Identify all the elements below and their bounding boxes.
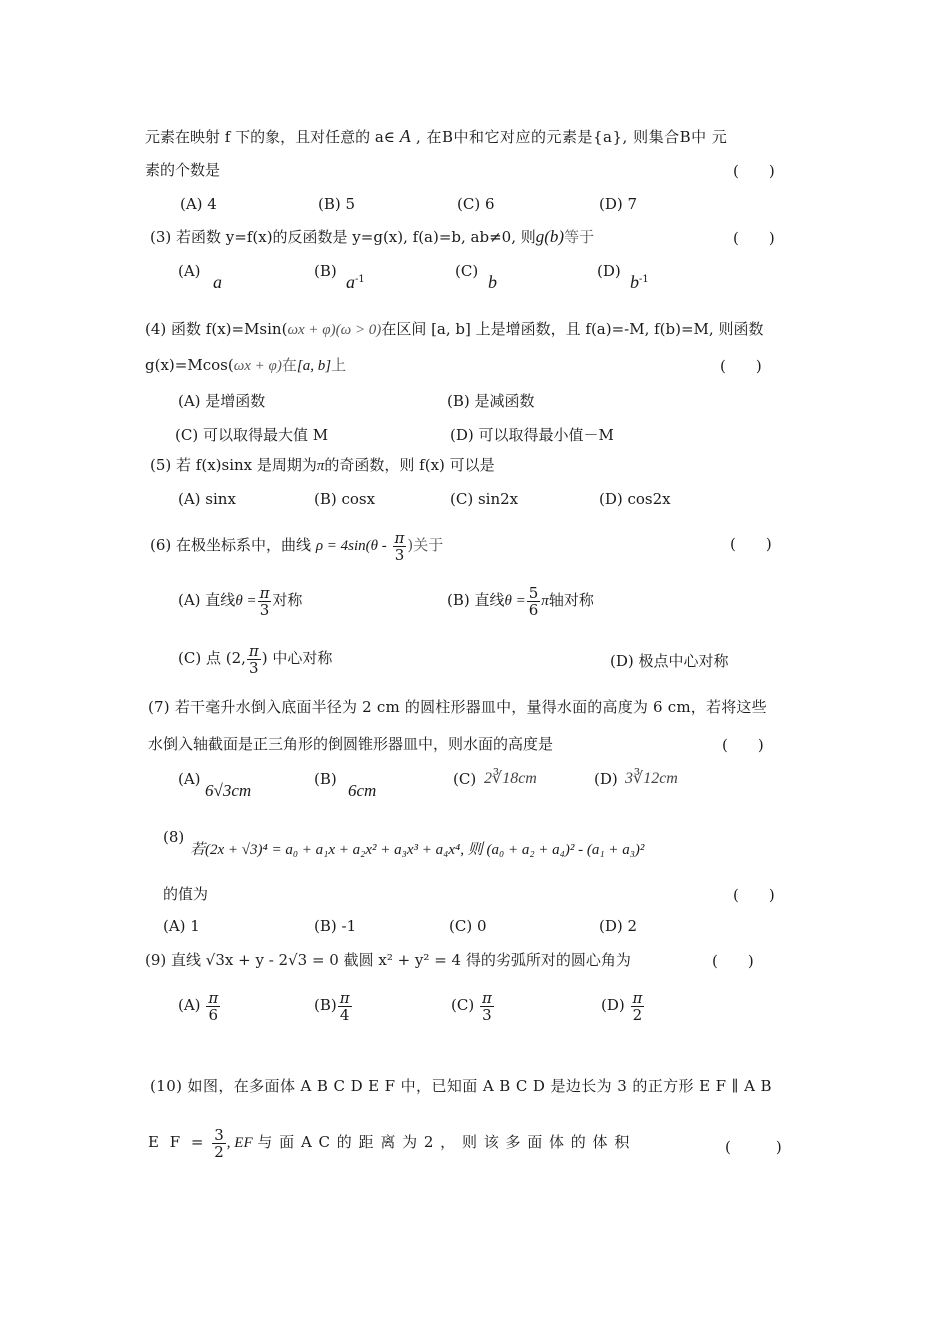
q2-option-b: (B) 5	[318, 195, 356, 213]
q9-option-d-num: π	[632, 988, 643, 1007]
q5-stem	[150, 455, 495, 476]
q3-option-b-label: (B)	[314, 262, 337, 280]
q8-line2: 的值为	[163, 885, 209, 903]
q4-answer-paren: ( )	[720, 357, 762, 375]
q6-option-a	[178, 583, 302, 618]
q9-option-c-den: 3	[482, 1005, 492, 1024]
q4-line1-c: 在区间 [a, b] 上是增函数，且 f(a)=-M, f(b)=M, 则函数	[381, 320, 764, 338]
q2-answer-paren: ( )	[733, 162, 775, 180]
q6-option-c-den: 3	[249, 658, 259, 677]
q6-option-a-fraction	[258, 585, 272, 618]
q9-option-a-den: 6	[208, 1005, 219, 1024]
q9-option-d	[601, 988, 645, 1023]
q9-option-a-fraction	[206, 990, 220, 1023]
q6-option-a-tail: 对称	[272, 591, 303, 609]
q7-option-a-value: 6√3cm	[205, 781, 252, 800]
q9-answer-paren: ( )	[712, 952, 754, 970]
q9-option-b-num: π	[339, 988, 350, 1007]
q7-option-c-value: 2∛18cm	[484, 770, 537, 787]
q9-option-b-den: 4	[339, 1005, 350, 1024]
q6-option-a-theta: θ =	[235, 593, 257, 609]
q6-option-a-num: π	[259, 583, 270, 602]
q5-option-b: (B) cosx	[314, 490, 376, 508]
q7-line2: 水倒入轴截面是正三角形的倒圆锥形器皿中，则水面的高度是	[148, 735, 554, 753]
q3-answer-paren: ( )	[733, 229, 775, 247]
q6-option-c	[178, 641, 332, 676]
q9-option-d-label: (D)	[601, 996, 625, 1014]
q4-line1	[145, 319, 763, 340]
q10-line2-num: 3	[214, 1125, 224, 1144]
q5-option-a: (A) sinx	[178, 490, 236, 508]
q6-option-d: (D) 极点中心对称	[610, 652, 729, 670]
q2-option-c: (C) 6	[457, 195, 495, 213]
q6-option-b-num: 5	[528, 583, 539, 602]
q5-stem-a: (5) 若 f(x)sinx 是周期为	[150, 456, 317, 474]
q6-option-b-theta: θ =	[504, 593, 526, 609]
q3-option-d-base: b	[630, 272, 639, 292]
q6-stem-b: )关于	[407, 536, 444, 554]
q8-option-b: (B) -1	[314, 917, 357, 935]
q6-option-b	[447, 583, 594, 618]
q10-line2-fraction	[212, 1127, 226, 1160]
q8-label: (8)	[163, 828, 185, 846]
q9-option-a-label: (A)	[178, 996, 201, 1014]
q4-line2	[145, 355, 346, 376]
q3-option-c-label: (C)	[455, 262, 479, 280]
q9-option-b	[314, 988, 353, 1023]
q6-option-a-den: 3	[259, 600, 270, 619]
q5-stem-pi: π	[316, 458, 325, 474]
q3-option-b-sup: -1	[355, 274, 365, 285]
q8-stem: 若(2x + √3)⁴ = a₀ + a₁x + a₂x² + a₃x³ + a₄x⁴, 则 (a₀ + a₂ + a₄)² - (a₁ + a₃)²	[190, 842, 645, 858]
q10-line2-ef: , EF	[226, 1135, 253, 1151]
q9-stem: (9) 直线 √3x + y - 2√3 = 0 截圆 x² + y² = 4 得的劣弧所对的圆心角为	[145, 951, 631, 969]
q2-line2: 素的个数是	[145, 161, 221, 179]
q7-answer-paren: ( )	[722, 736, 764, 754]
q3-option-d-value	[630, 272, 649, 293]
q8-option-d: (D) 2	[599, 917, 638, 935]
q2-option-a: (A) 4	[180, 195, 217, 213]
q6-option-b-tail: 轴对称	[548, 591, 594, 609]
q7-option-c-label: (C)	[453, 770, 477, 788]
q6-option-b-den: 6	[528, 600, 539, 619]
q6-answer-paren: ( )	[730, 535, 772, 553]
q6-stem-rho: ρ = 4sin(θ -	[315, 538, 387, 554]
q10-line2-c: 与 面 A C 的 距 离 为 2 ， 则 该 多 面 体 的 体 积	[257, 1133, 631, 1151]
q2-line1	[145, 126, 727, 147]
q10-line1: (10) 如图，在多面体 A B C D E F 中，已知面 A B C D 是边长为 3 的正方形 E F ∥ A B	[150, 1077, 772, 1095]
q4-option-c: (C) 可以取得最大值 M	[175, 426, 329, 444]
q6-stem	[150, 528, 443, 563]
q10-line2-a: E F =	[148, 1133, 207, 1151]
q2-set-a: A	[399, 126, 411, 146]
q9-option-d-den: 2	[632, 1005, 643, 1024]
q2-line1-a: 元素在映射 f 下的象，且对任意的 a∈	[145, 128, 400, 146]
q4-line1-b: ωx + φ)(ω > 0)	[287, 322, 382, 338]
q6-option-c-tail: ) 中心对称	[261, 649, 333, 667]
q9-option-d-fraction	[631, 990, 645, 1023]
q7-line1: (7) 若干毫升水倒入底面半径为 2 cm 的圆柱形器皿中，量得水面的高度为 6 cm，若将这些	[148, 698, 767, 716]
q6-option-c-text: (C) 点 (2,	[178, 649, 246, 667]
q10-answer-paren: ( )	[725, 1138, 782, 1156]
q4-line2-e: 上	[331, 356, 347, 374]
q9-option-c-fraction	[480, 990, 494, 1023]
q4-line2-a: g(x)=Mcos(	[145, 356, 234, 374]
q6-stem-den: 3	[394, 545, 405, 564]
q6-stem-num: π	[394, 528, 405, 547]
q2-option-d: (D) 7	[599, 195, 638, 213]
q10-line2-den: 2	[214, 1142, 224, 1161]
q6-stem-a: (6) 在极坐标系中，曲线	[150, 536, 312, 554]
q8-option-c: (C) 0	[449, 917, 487, 935]
q9-option-c	[451, 988, 495, 1023]
q7-option-d-value: 3∛12cm	[625, 770, 678, 787]
q4-option-d: (D) 可以取得最小值－M	[450, 426, 614, 444]
q9-option-b-label: (B)	[314, 996, 337, 1014]
q4-line1-a: (4) 函数 f(x)=Msin(	[145, 320, 288, 338]
q9-option-a	[178, 988, 221, 1023]
q6-stem-fraction	[393, 530, 407, 563]
q5-option-d: (D) cos2x	[599, 490, 671, 508]
q3-option-a-value: a	[213, 272, 222, 292]
q6-option-c-fraction	[247, 643, 261, 676]
q6-option-b-text: (B) 直线	[447, 591, 505, 609]
q7-option-d-label: (D)	[594, 770, 618, 788]
q6-option-a-text: (A) 直线	[178, 591, 236, 609]
q6-option-b-pi: π	[541, 593, 549, 609]
q7-option-b-value: 6cm	[348, 781, 377, 800]
q8-answer-paren: ( )	[733, 886, 775, 904]
q6-option-c-num: π	[248, 641, 259, 660]
q4-line2-c: 在	[281, 356, 297, 374]
q3-stem-g: g(b)	[535, 227, 565, 246]
q3-option-d-label: (D)	[597, 262, 621, 280]
q3-stem-c: 等于	[564, 228, 595, 246]
q5-stem-b: 的奇函数，则 f(x) 可以是	[324, 456, 495, 474]
q2-line1-b: , 在B中和它对应的元素是{a}, 则集合B中 元	[410, 128, 728, 146]
q9-option-b-fraction	[338, 990, 352, 1023]
q7-option-b-label: (B)	[314, 770, 337, 788]
q9-option-c-label: (C)	[451, 996, 475, 1014]
q3-stem-a: (3) 若函数 y=f(x)的反函数是 y=g(x), f(a)=b, ab≠0, 则	[150, 228, 536, 246]
q8-option-a: (A) 1	[163, 917, 200, 935]
q5-option-c: (C) sin2x	[450, 490, 519, 508]
q4-line2-b: ωx + φ)	[233, 358, 282, 374]
q7-option-a-label: (A)	[178, 770, 201, 788]
q3-option-d-sup: -1	[639, 274, 649, 285]
q4-line2-d: [a, b]	[296, 358, 332, 374]
q3-option-a-label: (A)	[178, 262, 201, 280]
q6-option-b-fraction	[527, 585, 541, 618]
q3-option-b-value	[346, 272, 365, 293]
q4-option-a: (A) 是增函数	[178, 392, 266, 410]
q9-option-c-num: π	[481, 988, 492, 1007]
q10-line2	[148, 1125, 630, 1160]
q3-option-b-base: a	[346, 272, 355, 292]
q9-option-a-num: π	[208, 988, 219, 1007]
q4-option-b: (B) 是减函数	[447, 392, 535, 410]
q3-stem	[150, 227, 594, 247]
q3-option-c-value: b	[488, 272, 497, 292]
